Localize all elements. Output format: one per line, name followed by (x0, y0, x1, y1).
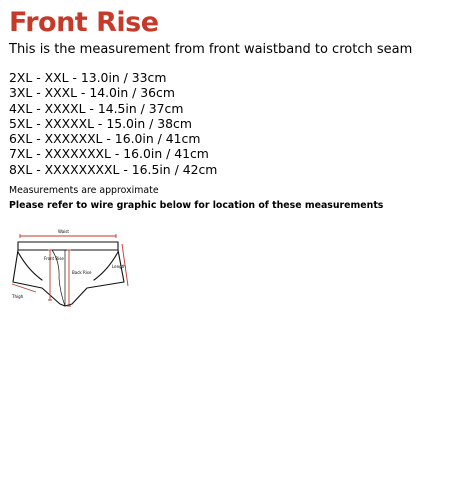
approximate-note: Measurements are approximate (9, 185, 159, 196)
measurement-diagram (8, 222, 132, 312)
front-rise-label: Front Rise (44, 256, 64, 261)
size-item: 7XL - XXXXXXXL - 16.0in / 41cm (9, 146, 209, 162)
back-rise-label: Back Rise (72, 270, 92, 275)
size-item: 3XL - XXXL - 14.0in / 36cm (9, 85, 175, 101)
size-item: 5XL - XXXXXL - 15.0in / 38cm (9, 115, 192, 131)
underwear-outline (13, 242, 124, 306)
intro-text: This is the measurement from front waistband to crotch seam (9, 42, 413, 57)
size-item: 2XL - XXL - 13.0in / 33cm (9, 70, 167, 85)
size-item: 4XL - XXXXL - 14.5in / 37cm (9, 100, 184, 116)
thigh-label: Thigh (12, 294, 24, 299)
size-item: 6XL - XXXXXXL - 16.0in / 41cm (9, 131, 201, 147)
thigh-line (12, 284, 36, 292)
refer-note: Please refer to wire graphic below for location of these measurements (9, 200, 384, 211)
waist-label: Waist (58, 229, 69, 234)
length-label: Length (112, 264, 126, 269)
page-title: Front Rise (9, 7, 159, 38)
size-list (9, 70, 217, 177)
size-item: 8XL - XXXXXXXXL - 16.5in / 42cm (9, 161, 218, 177)
